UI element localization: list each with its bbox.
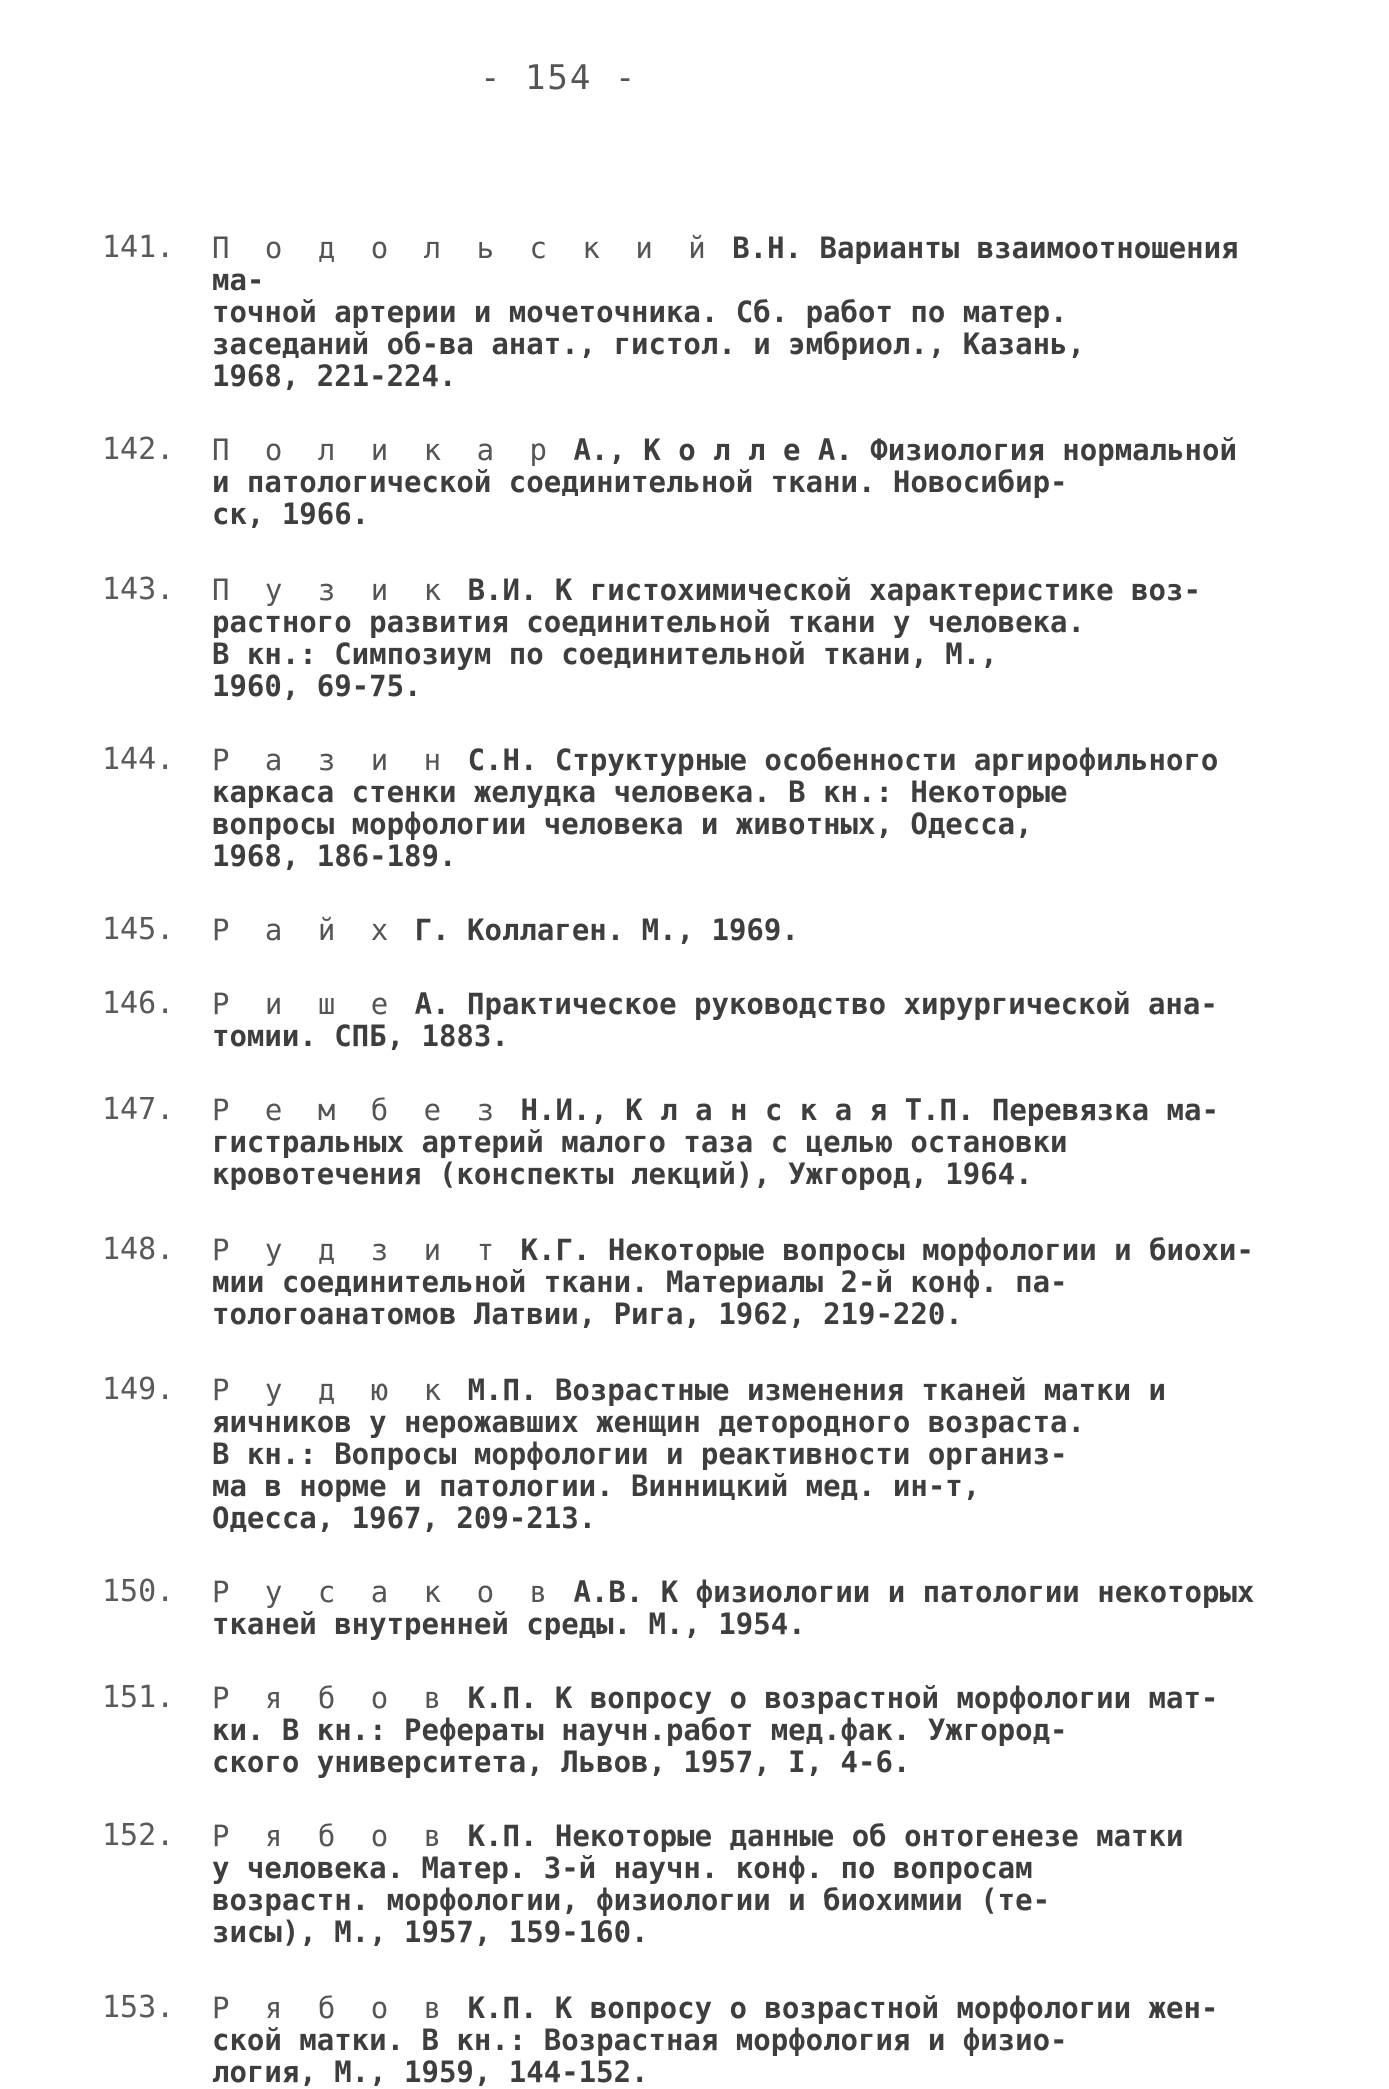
entry-line: В кн.: Вопросы морфологии и реактивности организ- bbox=[212, 1437, 1068, 1471]
entry-number: 151. bbox=[102, 1680, 175, 1715]
entry-text bbox=[212, 1820, 1302, 1948]
entry-author: Р у д ю к bbox=[212, 1373, 451, 1407]
entry-line: логия, М., 1959, 144-152. bbox=[212, 2055, 649, 2089]
entry-first-line bbox=[212, 434, 1302, 466]
entry-line: К.П. К вопросу о возрастной морфологии мат- bbox=[450, 1681, 1219, 1715]
entry-line: К.П. К вопросу о возрастной морфологии жен- bbox=[450, 1991, 1219, 2025]
entry-first-line bbox=[212, 1374, 1302, 1406]
entry-line: мии соединительной ткани. Материалы 2-й конф. па- bbox=[212, 1265, 1068, 1299]
bibliography-entry bbox=[102, 1576, 1302, 1640]
entry-text bbox=[212, 434, 1302, 530]
entry-first-line bbox=[212, 744, 1302, 776]
entry-author: Р а з и н bbox=[212, 743, 451, 777]
entry-number: 146. bbox=[102, 986, 175, 1021]
entry-first-line bbox=[212, 1234, 1302, 1266]
entry-line: у человека. Матер. 3-й научн. конф. по вопросам bbox=[212, 1851, 1033, 1885]
bibliography-entry bbox=[102, 1820, 1302, 1948]
page-number: - 154 - bbox=[480, 58, 638, 98]
bibliography-entry bbox=[102, 914, 1302, 946]
entry-line: томии. СПБ, 1883. bbox=[212, 1019, 509, 1053]
entry-text bbox=[212, 1094, 1302, 1190]
entry-line: С.Н. Структурные особенности аргирофильного bbox=[450, 743, 1219, 777]
entry-line: ки. В кн.: Рефераты научн.работ мед.фак. Ужгород- bbox=[212, 1713, 1068, 1747]
entry-line: ск, 1966. bbox=[212, 497, 370, 531]
entry-number: 142. bbox=[102, 432, 175, 467]
entry-first-line bbox=[212, 988, 1302, 1020]
entry-first-line bbox=[212, 574, 1302, 606]
entry-text bbox=[212, 744, 1302, 872]
entry-number: 152. bbox=[102, 1818, 175, 1853]
entry-line: В кн.: Симпозиум по соединительной ткани, М., bbox=[212, 637, 998, 671]
entry-line: возрастн. морфологии, физиологии и биохимии (те- bbox=[212, 1883, 1051, 1917]
entry-line: В.И. К гистохимической характеристике воз- bbox=[450, 573, 1201, 607]
entry-number: 145. bbox=[102, 912, 175, 947]
entry-line: 1960, 69-75. bbox=[212, 669, 422, 703]
entry-author: Р а й х bbox=[212, 913, 398, 947]
entry-line: В.Н. Варианты взаимоотношения ма- bbox=[212, 231, 1239, 297]
entry-first-line bbox=[212, 1682, 1302, 1714]
entry-author: П о д о л ь с к и й bbox=[212, 231, 715, 265]
bibliography-entry bbox=[102, 434, 1302, 530]
entry-text bbox=[212, 988, 1302, 1052]
entry-line: 1968, 186-189. bbox=[212, 839, 457, 873]
entry-line: яичников у нерожавших женщин детородного возраста. bbox=[212, 1405, 1085, 1439]
entry-author: Р у с а к о в bbox=[212, 1575, 556, 1609]
entry-text bbox=[212, 1234, 1302, 1330]
bibliography-entry bbox=[102, 232, 1302, 392]
entry-author: Р я б о в bbox=[212, 1819, 451, 1853]
entry-text bbox=[212, 1992, 1302, 2088]
entry-text bbox=[212, 1682, 1302, 1778]
bibliography-entry bbox=[102, 1992, 1302, 2088]
entry-first-line bbox=[212, 914, 1302, 946]
entry-line: точной артерии и мочеточника. Сб. работ по матер. bbox=[212, 295, 1068, 329]
entry-line: кровотечения (конспекты лекций), Ужгород, 1964. bbox=[212, 1157, 1033, 1191]
entry-number: 141. bbox=[102, 230, 175, 265]
entry-line: 1968, 221-224. bbox=[212, 359, 457, 393]
bibliography-entry bbox=[102, 1234, 1302, 1330]
entry-line: растного развития соединительной ткани у человека. bbox=[212, 605, 1085, 639]
entry-text bbox=[212, 232, 1302, 392]
entry-line: А. Практическое руководство хирургической ана- bbox=[397, 987, 1218, 1021]
entry-first-line bbox=[212, 1094, 1302, 1126]
entry-number: 144. bbox=[102, 742, 175, 777]
entry-author: Р и ш е bbox=[212, 987, 398, 1021]
entry-line: ма в норме и патологии. Винницкий мед. ин-т, bbox=[212, 1469, 981, 1503]
entry-number: 148. bbox=[102, 1232, 175, 1267]
bibliography-entry bbox=[102, 1682, 1302, 1778]
entry-line: К.Г. Некоторые вопросы морфологии и биохи- bbox=[503, 1233, 1254, 1267]
entry-number: 149. bbox=[102, 1372, 175, 1407]
entry-line: заседаний об-ва анат., гистол. и эмбриол., Казань, bbox=[212, 327, 1085, 361]
entry-line: каркаса стенки желудка человека. В кн.: Некоторые bbox=[212, 775, 1068, 809]
entry-line: и патологической соединительной ткани. Новосибир- bbox=[212, 465, 1068, 499]
entry-text bbox=[212, 914, 1302, 946]
entry-author: Р я б о в bbox=[212, 1681, 451, 1715]
entry-line: А.В. К физиологии и патологии некоторых bbox=[555, 1575, 1255, 1609]
entry-number: 150. bbox=[102, 1574, 175, 1609]
entry-line: Одесса, 1967, 209-213. bbox=[212, 1501, 597, 1535]
bibliography-entry bbox=[102, 1374, 1302, 1534]
entry-line: тканей внутренней среды. М., 1954. bbox=[212, 1607, 806, 1641]
entry-text bbox=[212, 1374, 1302, 1534]
entry-line: зисы), М., 1957, 159-160. bbox=[212, 1915, 649, 1949]
entry-line: М.П. Возрастные изменения тканей матки и bbox=[450, 1373, 1166, 1407]
entry-number: 147. bbox=[102, 1092, 175, 1127]
entry-text bbox=[212, 1576, 1302, 1640]
bibliography-entry bbox=[102, 988, 1302, 1052]
entry-first-line bbox=[212, 1576, 1302, 1608]
entry-line: ской матки. В кн.: Возрастная морфология и физио- bbox=[212, 2023, 1068, 2057]
entry-line: Н.И., К л а н с к а я Т.П. Перевязка ма- bbox=[503, 1093, 1219, 1127]
bibliography-entry bbox=[102, 744, 1302, 872]
entry-line: ского университета, Львов, 1957, I, 4-6. bbox=[212, 1745, 911, 1779]
entry-author: П у з и к bbox=[212, 573, 451, 607]
entry-first-line bbox=[212, 232, 1302, 296]
entry-author: Р у д з и т bbox=[212, 1233, 504, 1267]
bibliography-list bbox=[102, 232, 1302, 2088]
bibliography-entry bbox=[102, 1094, 1302, 1190]
entry-first-line bbox=[212, 1992, 1302, 2024]
entry-author: Р е м б е з bbox=[212, 1093, 504, 1127]
entry-line: К.П. Некоторые данные об онтогенезе матки bbox=[450, 1819, 1184, 1853]
entry-line: Г. Коллаген. М., 1969. bbox=[397, 913, 799, 947]
bibliography-entry bbox=[102, 574, 1302, 702]
entry-line: гистральных артерий малого таза с целью остановки bbox=[212, 1125, 1068, 1159]
entry-line: А., К о л л е А. Физиология нормальной bbox=[555, 433, 1237, 467]
entry-line: тологоанатомов Латвии, Рига, 1962, 219-220. bbox=[212, 1297, 963, 1331]
entry-text bbox=[212, 574, 1302, 702]
entry-number: 153. bbox=[102, 1990, 175, 2025]
entry-line: вопросы морфологии человека и животных, Одесса, bbox=[212, 807, 1033, 841]
entry-author: Р я б о в bbox=[212, 1991, 451, 2025]
entry-author: П о л и к а р bbox=[212, 433, 556, 467]
entry-first-line bbox=[212, 1820, 1302, 1852]
entry-number: 143. bbox=[102, 572, 175, 607]
